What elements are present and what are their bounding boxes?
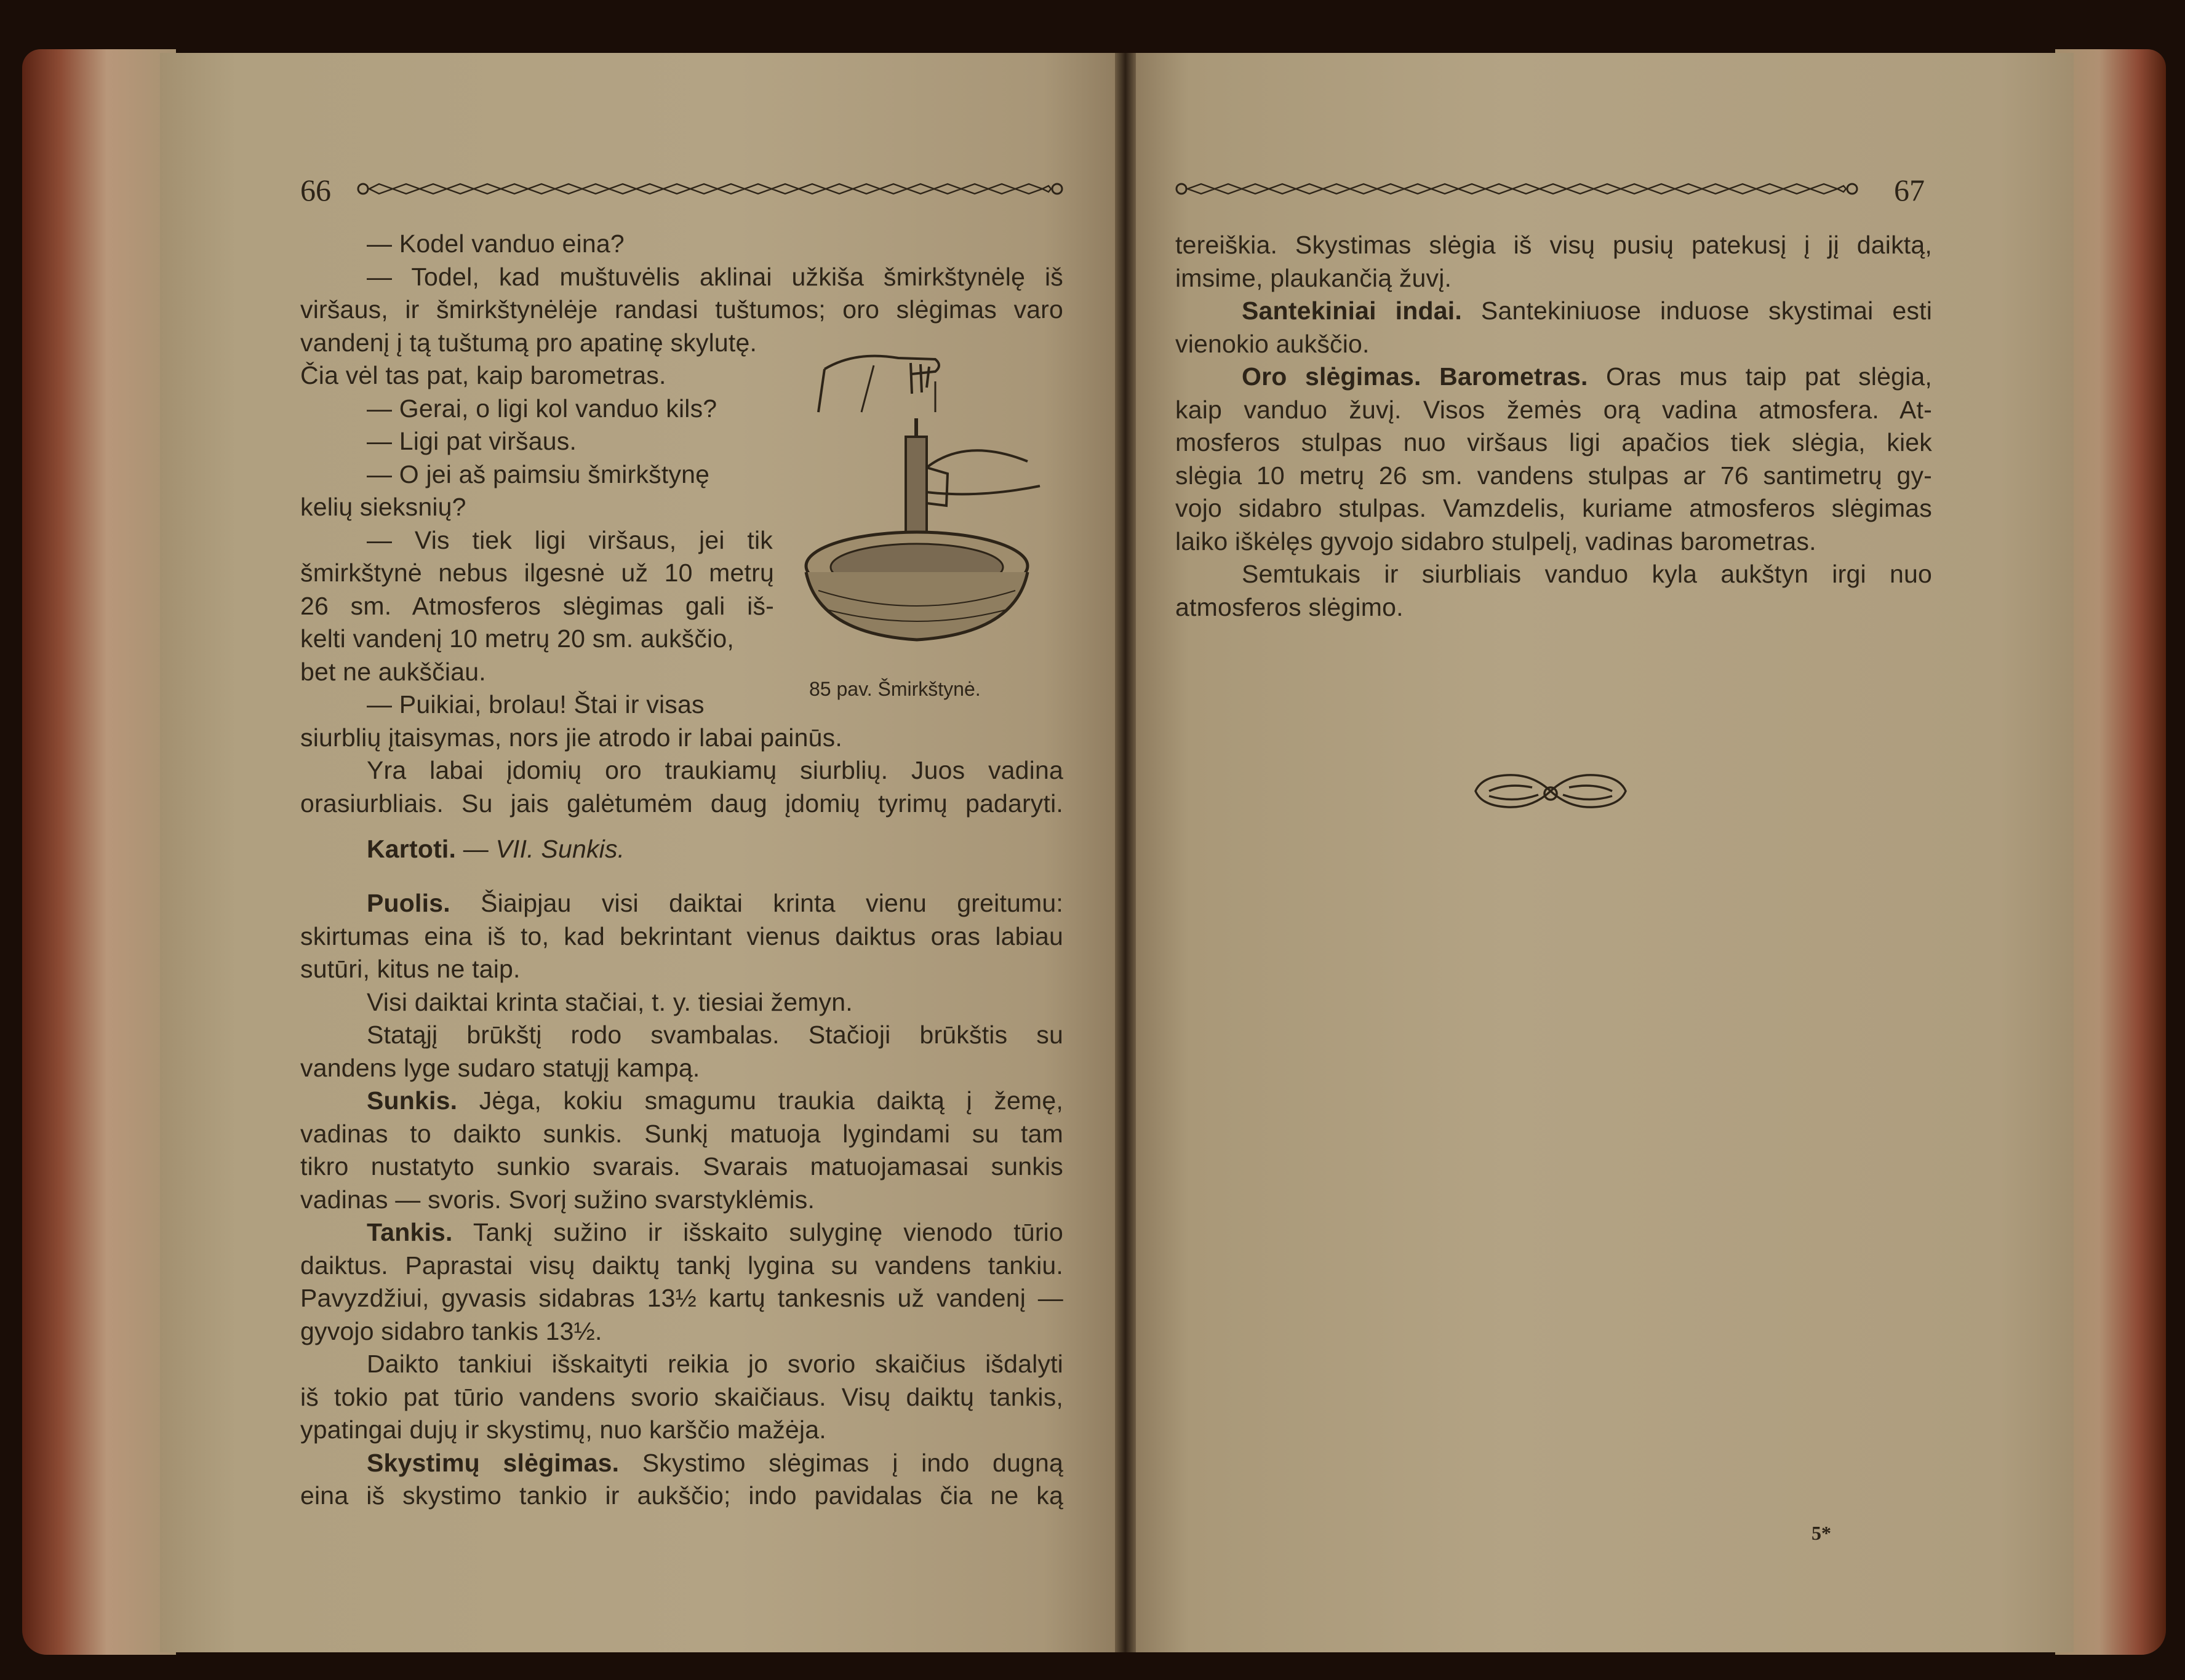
section-heading: Tankis. bbox=[367, 1218, 453, 1246]
repeat-dash: — bbox=[463, 835, 489, 863]
text-line: — Ligi pat viršaus. bbox=[367, 427, 577, 455]
text-line: Čia vėl tas pat, kaip barometras. bbox=[300, 361, 666, 389]
text-line: Skystimų slėgimas. Skystimo slėgimas į indo dugną bbox=[367, 1448, 1064, 1477]
text-line: vadinas to daikto sunkis. Sunkį matuoja lygindami su tam bbox=[300, 1119, 1063, 1148]
right-text bbox=[1175, 229, 1932, 624]
text-line: kaip vanduo žuvį. Visos žemės orą vadina atmosfera. At- bbox=[1175, 395, 1932, 424]
text-line: gyvojo sidabro tankis 13½. bbox=[300, 1316, 602, 1345]
section-heading: Santekiniai indai. bbox=[1242, 297, 1462, 325]
text-line: eina iš skystimo tankio ir aukščio; indo pavidalas čia ne ką bbox=[300, 1481, 1063, 1510]
text-line: — Todel, kad muštuvėlis aklinai užkiša šmirkštynėlę iš bbox=[367, 262, 1063, 291]
section-heading: Puolis. bbox=[367, 889, 450, 917]
left-page-edge bbox=[22, 49, 176, 1655]
text-line: sutūri, kitus ne taip. bbox=[300, 955, 521, 983]
text-line: vadinas — svoris. Svorį sužino svarstyklėmis. bbox=[300, 1185, 815, 1214]
text-line: tereiškia. Skystimas slėgia iš visų pusių patekusį į jį daiktą, bbox=[1175, 231, 1932, 259]
text-line: iš tokio pat tūrio vandens svorio skaičiaus. Visų daiktų tankis, bbox=[300, 1382, 1063, 1411]
text-line: slėgia 10 metrų 26 sm. vandens stulpas ar 76 santimetrų gy- bbox=[1175, 461, 1932, 490]
section-heading: Skystimų slėgimas. bbox=[367, 1448, 620, 1477]
text-line: ypatingai dujų ir skystimų, nuo karščio mažėja. bbox=[300, 1415, 826, 1444]
repeat-label: Kartoti. bbox=[367, 835, 457, 863]
repeat-reference bbox=[367, 833, 625, 866]
text-line: siurblių įtaisymas, nors jie atrodo ir labai painūs. bbox=[300, 723, 842, 752]
page-number-left: 66 bbox=[300, 173, 331, 207]
text-line: kelti vandenį 10 metrų 20 sm. aukščio, bbox=[300, 624, 734, 653]
book-gutter bbox=[1115, 53, 1136, 1652]
figure-caption: 85 pav. Šmirkštynė. bbox=[809, 678, 981, 700]
text-line: Tankis. Tankį sužino ir išskaito sulyginę vienodo tūrio bbox=[367, 1218, 1063, 1246]
header-ornament-left bbox=[357, 182, 1063, 196]
text-line: Santekiniai indai. Santekiniuose induose skystimai esti bbox=[1242, 297, 1933, 325]
text-line: Yra labai įdomių oro traukiamų siurblių. Juos vadina bbox=[367, 756, 1063, 784]
text-line: orasiurbliais. Su jais galėtumėm daug įdomių tyrimų padaryti. bbox=[300, 789, 1063, 818]
text-line: skirtumas eina iš to, kad bekrintant vienus daiktus oras labiau bbox=[300, 922, 1063, 950]
text-line: kelių sieksnių? bbox=[300, 493, 466, 521]
text-line: Sunkis. Jėga, kokiu smagumu traukia daiktą į žemę, bbox=[367, 1086, 1064, 1115]
text-line: šmirkštynė nebus ilgesnė už 10 metrų bbox=[300, 559, 774, 587]
text-line: vienokio aukščio. bbox=[1175, 329, 1370, 358]
text-line: vandenį į tą tuštumą pro apatinę skylutę. bbox=[300, 328, 757, 357]
text-line: 26 sm. Atmosferos slėgimas gali iš- bbox=[300, 591, 774, 620]
text-line: vojo sidabro stulpas. Vamzdelis, kuriame atmosferos slėgimas bbox=[1175, 494, 1932, 522]
text-line: Oro slėgimas. Barometras. Oras mus taip pat slėgia, bbox=[1242, 362, 1933, 391]
left-text-bottom bbox=[300, 887, 1063, 1513]
text-line: — Kodel vanduo eina? bbox=[367, 229, 625, 258]
section-heading: Sunkis. bbox=[367, 1086, 458, 1115]
text-line: — O jei aš paimsiu šmirkštynę bbox=[367, 460, 710, 488]
text-line: Daikto tankiui išskaityti reikia jo svorio skaičius išdalyti bbox=[367, 1350, 1063, 1378]
text-line: imsime, plaukančią žuvį. bbox=[1175, 263, 1452, 292]
text-line: bet ne aukščiau. bbox=[300, 657, 486, 686]
tailpiece-ornament bbox=[1471, 769, 1631, 813]
text-line: laiko iškėlęs gyvojo sidabro stulpelį, vadinas barometras. bbox=[1175, 527, 1816, 555]
text-line: Semtukais ir siurbliais vanduo kyla aukštyn irgi nuo bbox=[1242, 560, 1932, 588]
text-line: atmosferos slėgimo. bbox=[1175, 592, 1404, 621]
header-ornament-right bbox=[1175, 182, 1858, 196]
page-number-right: 67 bbox=[1894, 173, 1925, 207]
text-line: Statąjį brūkštį rodo svambalas. Stačioji brūkštis su bbox=[367, 1021, 1063, 1049]
text-line: — Gerai, o ligi kol vanduo kils? bbox=[367, 394, 717, 423]
text-line: — Puikiai, brolau! Štai ir visas bbox=[367, 690, 705, 719]
text-line: Puolis. Šiaipjau visi daiktai krinta vienu greitumu: bbox=[367, 889, 1063, 917]
text-line: Pavyzdžiui, gyvasis sidabras 13½ kartų tankesnis už vandenį — bbox=[300, 1284, 1063, 1312]
text-line: daiktus. Paprastai visų daiktų tankį lygina su vandens tankiu. bbox=[300, 1251, 1063, 1280]
text-line: vandens lyge sudaro statųjį kampą. bbox=[300, 1053, 700, 1082]
repeat-chapter: VII. Sunkis. bbox=[495, 835, 625, 863]
text-line: tikro nustatyto sunkio svarais. Svarais matuojamasai sunkis bbox=[300, 1152, 1063, 1180]
text-line: — Vis tiek ligi viršaus, jei tik bbox=[367, 525, 773, 554]
section-heading: Oro slėgimas. Barometras. bbox=[1242, 362, 1588, 391]
text-line: viršaus, ir šmirkštynėlėje randasi tuštumos; oro slėgimas varo bbox=[300, 295, 1063, 324]
siphon-bowl-illustration bbox=[781, 344, 1065, 652]
signature-mark: 5* bbox=[1812, 1522, 1831, 1544]
text-line: mosferos stulpas nuo viršaus ligi apačios tiek slėgia, kiek bbox=[1175, 428, 1932, 456]
text-line: Visi daiktai krinta stačiai, t. y. tiesiai žemyn. bbox=[367, 987, 853, 1016]
